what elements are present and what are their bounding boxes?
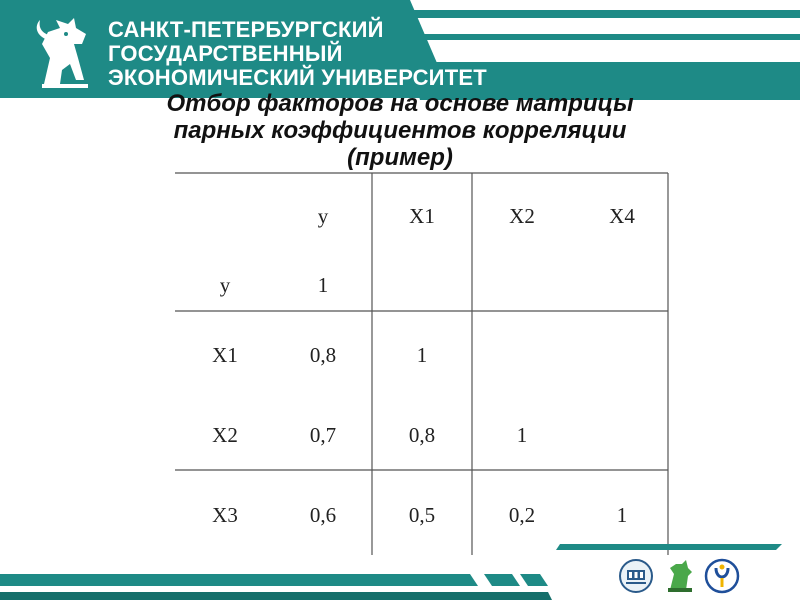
- matrix-cell: 0,8: [408, 423, 436, 447]
- matrix-cell: 1: [516, 423, 528, 447]
- matrix-cell: 1: [616, 503, 628, 527]
- slide-title-line: Отбор факторов на основе матрицы: [166, 90, 634, 117]
- university-name-line: САНКТ-ПЕТЕРБУРГСКИЙ: [108, 17, 384, 42]
- row-label: X3: [212, 503, 238, 527]
- column-header: X1: [409, 204, 435, 228]
- column-header: X4: [609, 204, 635, 228]
- matrix-cell: 0,6: [309, 503, 337, 527]
- matrix-cell: 0,2: [508, 503, 536, 527]
- row-label: y: [219, 273, 231, 297]
- emblem-3-icon: [704, 558, 740, 594]
- emblem-2-icon: [662, 558, 698, 594]
- slide-title-line: (пример): [347, 144, 453, 171]
- slide-title-line: парных коэффициентов корреляции: [173, 117, 627, 144]
- column-header: y: [317, 204, 329, 228]
- university-name-line: ЭКОНОМИЧЕСКИЙ УНИВЕРСИТЕТ: [108, 65, 487, 90]
- matrix-cell: 1: [317, 273, 329, 297]
- row-label: X2: [212, 423, 238, 447]
- university-name-line: ГОСУДАРСТВЕННЫЙ: [108, 41, 343, 66]
- matrix-cell: 1: [416, 343, 428, 367]
- emblem-1-icon: [618, 558, 654, 594]
- matrix-cell: 0,7: [309, 423, 337, 447]
- matrix-cell: 0,5: [408, 503, 436, 527]
- column-header: X2: [509, 204, 535, 228]
- row-label: X1: [212, 343, 238, 367]
- matrix-cell: 0,8: [309, 343, 337, 367]
